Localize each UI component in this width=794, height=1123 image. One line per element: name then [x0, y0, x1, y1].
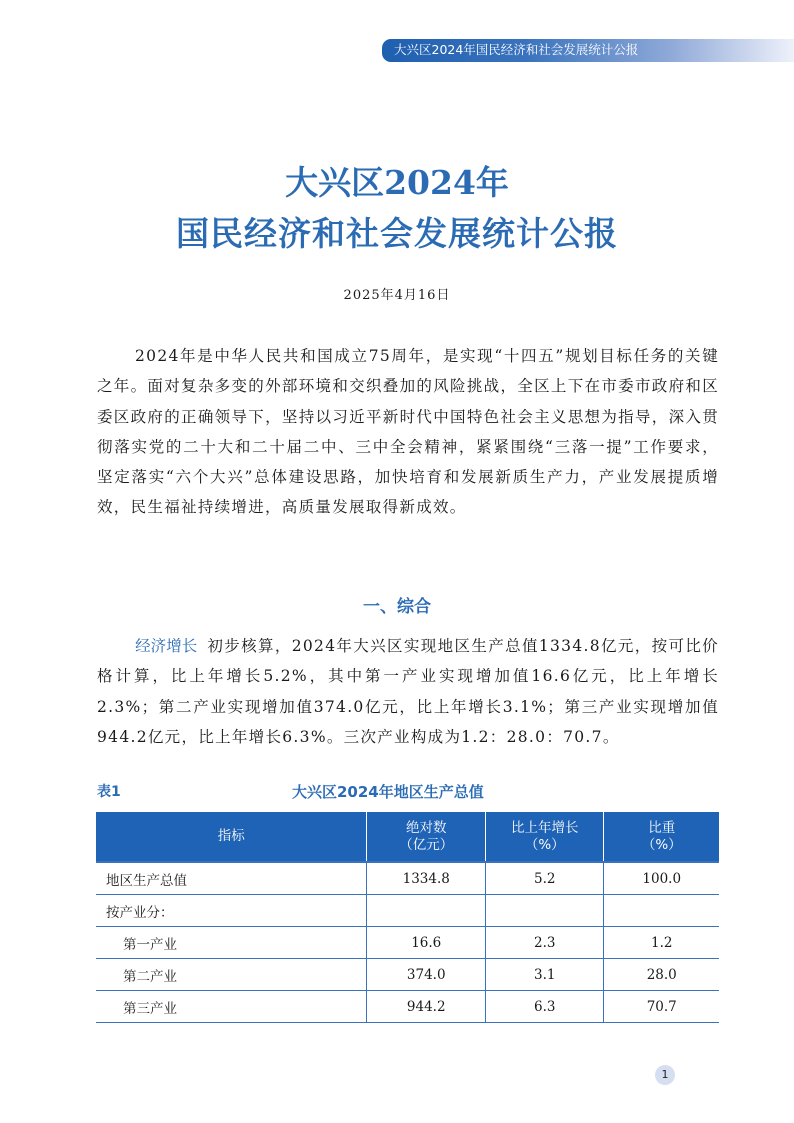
row-value	[367, 895, 486, 927]
table-row	[96, 991, 719, 1023]
row-value: 1334.8	[367, 862, 486, 895]
row-name: 第三产业	[96, 991, 367, 1023]
row-growth: 6.3	[486, 991, 604, 1023]
row-share: 28.0	[604, 959, 719, 991]
economy-paragraph	[97, 631, 719, 752]
row-share: 100.0	[604, 862, 719, 895]
row-growth: 2.3	[486, 927, 604, 959]
row-value: 16.6	[367, 927, 486, 959]
row-growth: 3.1	[486, 959, 604, 991]
table-header-row	[96, 812, 719, 862]
paragraph-keyword: 经济增长	[135, 637, 198, 655]
row-value: 374.0	[367, 959, 486, 991]
row-value: 944.2	[367, 991, 486, 1023]
table-row	[96, 862, 719, 895]
gdp-table	[96, 812, 719, 1023]
page-number-badge: 1	[655, 1065, 675, 1085]
table-row	[96, 927, 719, 959]
header-growth: 比上年增长 （%）	[486, 812, 604, 862]
row-share: 70.7	[604, 991, 719, 1023]
row-name: 地区生产总值	[96, 862, 367, 895]
row-name: 第一产业	[96, 927, 367, 959]
economy-text: 初步核算，2024年大兴区实现地区生产总值1334.8亿元，按可比价格计算，比上年增长5.2%，其中第一产业实现增加值16.6亿元，比上年增长2.3%；第二产业实现增加值374.0亿元，比上年增长3.1%；第三产业实现增加值944.2亿元，比上年增长6.3%。三次产业构成为1.2：28.0：70.7。	[97, 637, 719, 746]
document-title-line1: 大兴区2024年	[285, 163, 509, 202]
header-share: 比重 （%）	[604, 812, 719, 862]
section-heading: 一、综合	[363, 597, 431, 617]
row-growth: 5.2	[486, 862, 604, 895]
header-indicator: 指标	[96, 812, 367, 862]
row-share	[604, 895, 719, 927]
row-share: 1.2	[604, 927, 719, 959]
running-header: 大兴区2024年国民经济和社会发展统计公报	[394, 42, 639, 57]
table-row	[96, 959, 719, 991]
intro-text: 2024年是中华人民共和国成立75周年，是实现“十四五”规划目标任务的关键之年。面对复杂多变的外部环境和交织叠加的风险挑战，全区上下在市委市政府和区委区政府的正确领导下，坚持以习近平新时代中国特色社会主义思想为指导，深入贯彻落实党的二十大和二十届二中、三中全会精神，紧紧围绕“三落一提”工作要求，坚定落实“六个大兴”总体建设思路，加快培育和发展新质生产力，产业发展提质增效，民生福祉持续增进，高质量发展取得新成效。	[97, 347, 719, 517]
document-title-line2: 国民经济和社会发展统计公报	[176, 214, 618, 253]
publish-date: 2025年4月16日	[343, 288, 451, 303]
header-absolute: 绝对数 （亿元）	[367, 812, 486, 862]
intro-paragraph	[97, 341, 719, 523]
row-name: 按产业分：	[96, 895, 367, 927]
table-row	[96, 895, 719, 927]
table-label: 表1	[97, 784, 121, 800]
row-name: 第二产业	[96, 959, 367, 991]
row-growth	[486, 895, 604, 927]
table-title: 大兴区2024年地区生产总值	[292, 783, 484, 801]
